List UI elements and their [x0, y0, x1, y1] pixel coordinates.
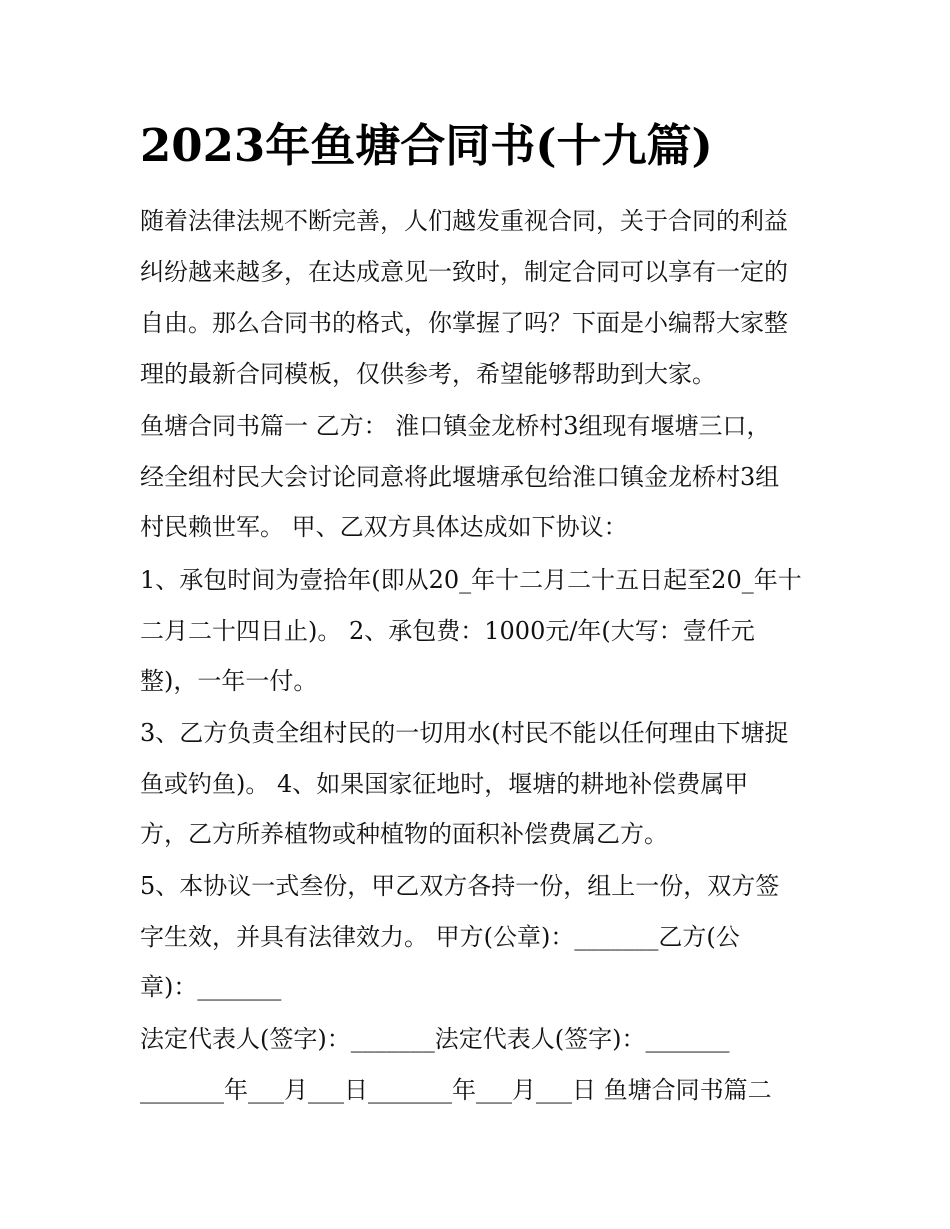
paragraph-line: 5、本协议一式叁份，甲乙双方各持一份，组上一份，双方签 — [140, 872, 780, 900]
paragraph-line: 方，乙方所养植物或种植物的面积补偿费属乙方。 — [140, 820, 668, 848]
paragraph-line: 经全组村民大会讨论同意将此堰塘承包给淮口镇金龙桥村3组 — [140, 463, 780, 491]
signature-line: 法定代表人(签字)：_______法定代表人(签字)：_______ — [140, 1025, 730, 1053]
paragraph-line: 二月二十四日止)。 2、承包费：1000元/年(大写：壹仟元 — [140, 617, 755, 645]
paragraph-line: 理的最新合同模板，仅供参考，希望能够帮助到大家。 — [140, 360, 716, 388]
date-line: _______年___月___日_______年___月___日 鱼塘合同书篇二 — [140, 1076, 772, 1104]
paragraph-line: 字生效，并具有法律效力。 甲方(公章)：_______乙方(公 — [140, 923, 740, 951]
paragraph-line: 随着法律法规不断完善，人们越发重视合同，关于合同的利益 — [140, 207, 788, 235]
paragraph-line: 整)，一年一付。 — [140, 667, 318, 695]
paragraph-line: 村民赖世军。 甲、乙双方具体达成如下协议： — [140, 513, 628, 541]
paragraph-line: 3、乙方负责全组村民的一切用水(村民不能以任何理由下塘捉 — [140, 719, 789, 747]
paragraph-line: 章)：_______ — [140, 973, 282, 1001]
document-title: 2023年鱼塘合同书(十九篇) — [140, 119, 713, 172]
paragraph-line: 自由。那么合同书的格式，你掌握了吗？下面是小编帮大家整 — [140, 309, 788, 337]
paragraph-line: 纠纷越来越多，在达成意见一致时，制定合同可以享有一定的 — [140, 258, 788, 286]
paragraph-line: 1、承包时间为壹拾年(即从20_年十二月二十五日起至20_年十 — [140, 566, 802, 594]
paragraph-line: 鱼或钓鱼)。 4、如果国家征地时，堰塘的耕地补偿费属甲 — [140, 770, 749, 798]
paragraph-line: 鱼塘合同书篇一 乙方： 淮口镇金龙桥村3组现有堰塘三口， — [140, 412, 771, 440]
